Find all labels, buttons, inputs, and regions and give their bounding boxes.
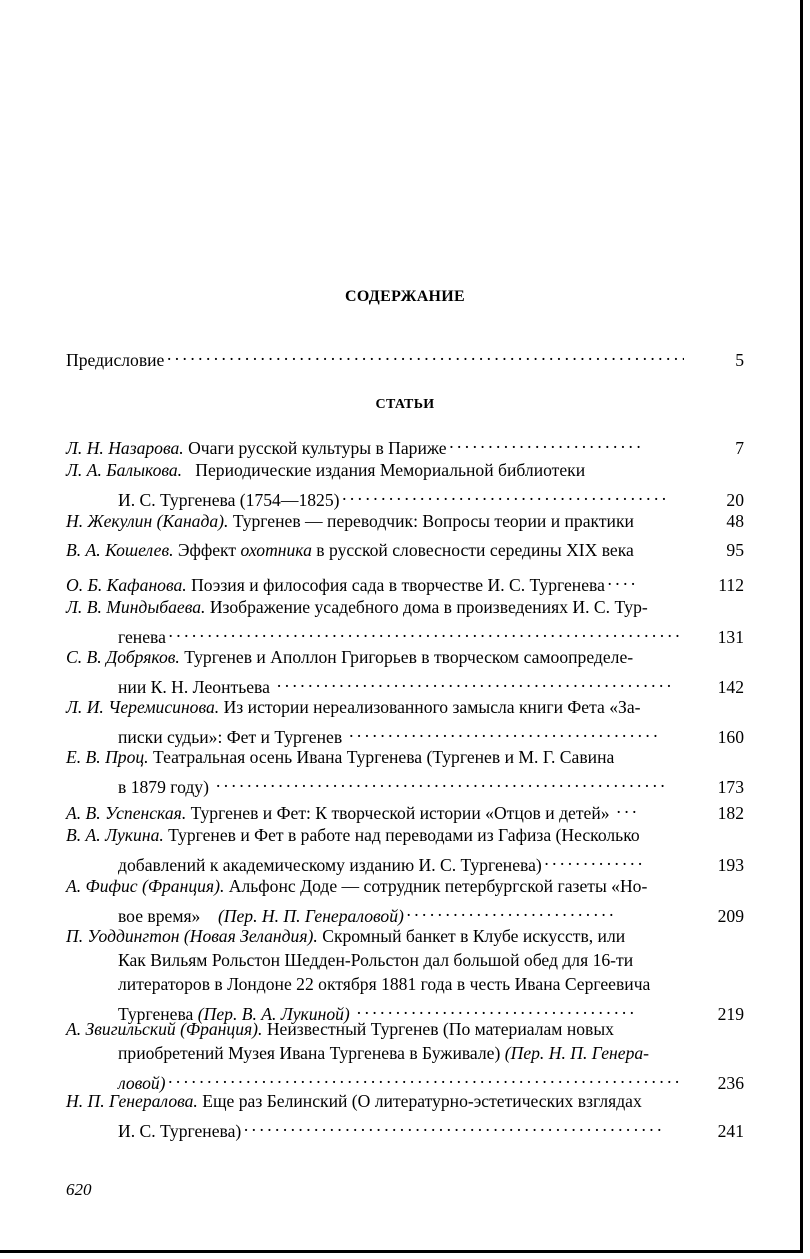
toc-entry[interactable]: С. В. Добряков. Тургенев и Аполлон Григорьев в творческом самоопределе- нии К. Н. Леонтьева . . . 142 [66, 645, 746, 699]
page-number: 95 [726, 540, 744, 560]
toc-entry[interactable]: Л. В. Миндыбаева. Изображение усадебного дома в произведениях И. С. Тур- генева. . . 131 [66, 595, 746, 649]
page-number: 48 [726, 511, 744, 531]
page-number: 173 [717, 777, 744, 797]
toc-entry[interactable]: Л. А. Балыкова. Периодические издания Мемориальной библиотеки И. С. Тургенева (1754—1825). . . 20 [66, 458, 746, 512]
toc-entry[interactable]: Л. Н. Назарова. Очаги русской культуры в Париже. . . 7 [66, 430, 746, 460]
page-number: 219 [717, 1004, 744, 1024]
page-number: 7 [735, 438, 744, 458]
page-number: 5 [735, 350, 744, 370]
toc-entry[interactable]: В. А. Лукина. Тургенев и Фет в работе над переводами из Гафиза (Несколько добавлений к академическому изданию И. С. Тургенева). . . 193 [66, 823, 746, 877]
toc-entry[interactable]: О. Б. Кафанова. Поэзия и философия сада в творчестве И. С. Тургенева. . . 112 [66, 567, 746, 597]
toc-entry[interactable]: Л. И. Черемисинова. Из истории нереализованного замысла книги Фета «За- писки судьи»: Фет и Тургенев . . . 160 [66, 695, 746, 749]
section-heading: СТАТЬИ [375, 397, 435, 412]
page-number: 131 [717, 627, 744, 647]
toc-entry[interactable]: В. А. Кошелев. Эффект охотника в русской словесности середины XIX века 95 [66, 540, 744, 560]
toc-entry[interactable]: А. В. Успенская. Тургенев и Фет: К творческой истории «Отцов и детей» . . . 182 [66, 795, 746, 825]
toc-entry[interactable]: П. Уоддингтон (Новая Зеландия). Скромный банкет в Клубе искусств, или Как Вильям Рольстон Шедден-Рольстон дал большой обед для 16-ти литераторов в Лондоне 22 октября 1881 года в честь Ивана Сергеевича Тургенева (Пер. В. А. Лукиной) . . . 219 [66, 924, 746, 1026]
page-number: 209 [717, 906, 744, 926]
page-number: 112 [718, 575, 744, 595]
page-number: 20 [726, 490, 744, 510]
page-number: 142 [717, 677, 744, 697]
page-number: 241 [717, 1121, 744, 1141]
page-number: 182 [717, 803, 744, 823]
page-number: 160 [717, 727, 744, 747]
toc-entry[interactable]: Е. В. Проц. Театральная осень Ивана Тургенева (Тургенев и М. Г. Савина в 1879 году) . . . 173 [66, 745, 746, 799]
toc-entry[interactable]: Н. Жекулин (Канада). Тургенев — переводчик: Вопросы теории и практики 48 [66, 511, 744, 531]
toc-entry[interactable]: А. Фифис (Франция). Альфонс Доде — сотрудник петербургской газеты «Но- вое время» (Пер. Н. П. Генераловой). . . 209 [66, 874, 746, 928]
page-number: 193 [717, 855, 744, 875]
toc-entry[interactable]: А. Звигильский (Франция). Неизвестный Тургенев (По материалам новых приобретений Музея Ивана Тургенева в Буживале) (Пер. Н. П. Генера- ловой). . . 236 [66, 1017, 746, 1095]
page-number: 236 [717, 1073, 744, 1093]
entry-author: Л. Н. Назарова. [66, 438, 184, 458]
toc-entry[interactable]: Н. П. Генералова. Еще раз Белинский (О литературно-эстетических взглядах И. С. Тургенева). . . 241 [66, 1089, 746, 1143]
toc-entry-preface[interactable]: Предисловие. . . 5 [66, 342, 746, 372]
page-folio: 620 [66, 1180, 92, 1199]
contents-heading: СОДЕРЖАНИЕ [344, 288, 466, 305]
